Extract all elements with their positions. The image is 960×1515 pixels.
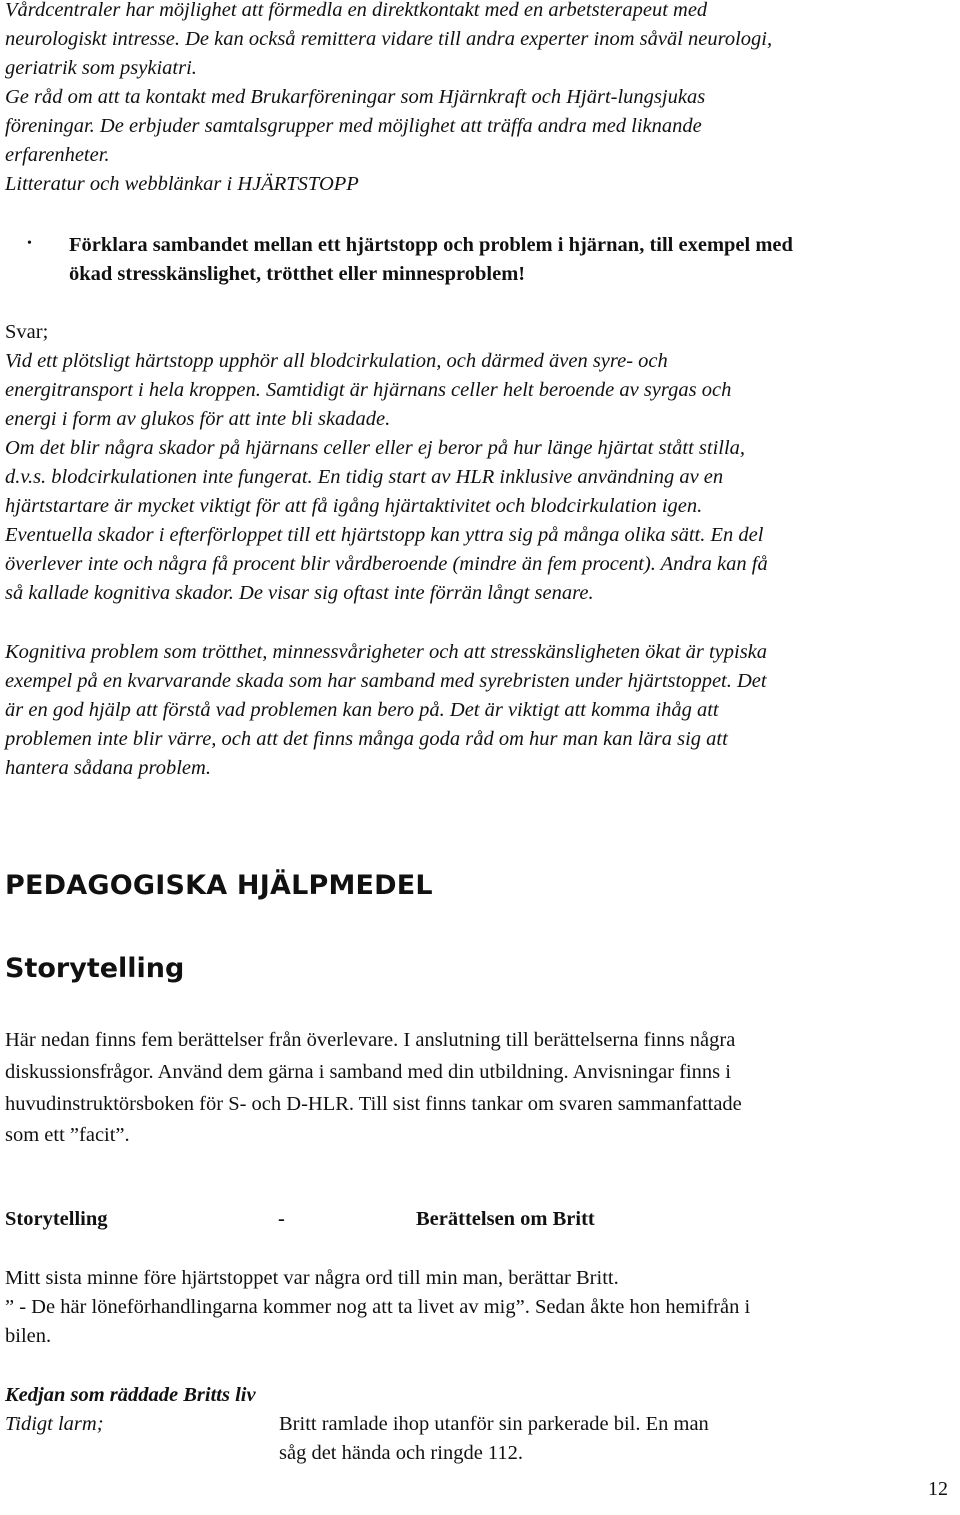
- britt-line: ” - De här löneförhandlingarna kommer nog att ta livet av mig”. Sedan åkte hon hemifrån i: [5, 1296, 751, 1318]
- intro-line: Vårdcentraler har möjlighet att förmedla en direktkontakt med en arbetsterapeut med: [5, 0, 708, 21]
- cognitive-line: exempel på en kvarvarande skada som har samband med syrebristen under hjärtstoppet. Det: [5, 670, 767, 692]
- answer-line: Eventuella skador i efterförloppet till ett hjärtstopp kan yttra sig på många olika sätt. En del: [5, 524, 764, 546]
- answer-line: Om det blir några skador på hjärnans celler eller ej beror på hur länge hjärtat stått stilla,: [5, 437, 746, 459]
- story-intro-line: som ett ”facit”.: [5, 1124, 130, 1146]
- heading-pedagogiska: PEDAGOGISKA HJÄLPMEDEL: [5, 870, 433, 901]
- intro-line: Ge råd om att ta kontakt med Brukarföreningar som Hjärnkraft och Hjärt-lungsjukas: [5, 86, 706, 108]
- cognitive-line: Kognitiva problem som trötthet, minnessvårigheter och att stresskänsligheten ökat är typiska: [5, 641, 768, 663]
- britt-line: bilen.: [5, 1325, 52, 1347]
- story-title-left: Storytelling: [5, 1208, 108, 1230]
- answer-line: hjärtstartare är mycket viktigt för att få igång hjärtaktivitet och blodcirkulation igen.: [5, 495, 703, 517]
- answer-line: så kallade kognitiva skador. De visar sig oftast inte förrän långt senare.: [5, 582, 594, 604]
- story-title-right: Berättelsen om Britt: [416, 1208, 595, 1230]
- question-line: Förklara sambandet mellan ett hjärtstopp och problem i hjärnan, till exempel med: [69, 234, 793, 256]
- literature-link-line: Litteratur och webblänkar i HJÄRTSTOPP: [5, 173, 359, 195]
- story-title-dash: -: [278, 1208, 285, 1230]
- answer-line: Vid ett plötsligt härtstopp upphör all blodcirkulation, och därmed även syre- och: [5, 350, 668, 372]
- answer-line: överlever inte och några få procent blir vårdberoende (mindre än fem procent). Andra kan få: [5, 553, 768, 575]
- bullet-icon: •: [27, 236, 32, 251]
- intro-line: neurologiskt intresse. De kan också remittera vidare till andra experter inom såväl neurologi,: [5, 28, 773, 50]
- question-line: ökad stresskänslighet, trötthet eller minnesproblem!: [69, 263, 526, 285]
- heading-storytelling: Storytelling: [5, 953, 185, 984]
- intro-line: geriatrik som psykiatri.: [5, 57, 197, 79]
- cognitive-line: är en god hjälp att förstå vad problemen kan bero på. Det är viktigt att komma ihåg att: [5, 699, 719, 721]
- chain-item-line: Britt ramlade ihop utanför sin parkerade bil. En man: [279, 1413, 709, 1435]
- cognitive-line: problemen inte blir värre, och att det finns många goda råd om hur man kan lära sig att: [5, 728, 728, 750]
- chain-item-line: såg det hända och ringde 112.: [279, 1442, 524, 1464]
- britt-line: Mitt sista minne före hjärtstoppet var några ord till min man, berättar Britt.: [5, 1267, 619, 1289]
- chain-item-label: Tidigt larm;: [5, 1413, 104, 1435]
- story-intro-line: huvudinstruktörsboken för S- och D-HLR. Till sist finns tankar om svaren sammanfattade: [5, 1093, 742, 1115]
- answer-line: d.v.s. blodcirkulationen inte fungerat. En tidig start av HLR inklusive användning av en: [5, 466, 724, 488]
- page-number: 12: [928, 1478, 948, 1500]
- intro-line: föreningar. De erbjuder samtalsgrupper med möjlighet att träffa andra med liknande: [5, 115, 702, 137]
- chain-heading: Kedjan som räddade Britts liv: [5, 1384, 256, 1406]
- answer-line: energitransport i hela kroppen. Samtidigt är hjärnans celler helt beroende av syrgas och: [5, 379, 732, 401]
- cognitive-line: hantera sådana problem.: [5, 757, 211, 779]
- intro-line: erfarenheter.: [5, 144, 110, 166]
- story-intro-line: Här nedan finns fem berättelser från överlevare. I anslutning till berättelserna finns några: [5, 1029, 736, 1051]
- answer-line: energi i form av glukos för att inte bli skadade.: [5, 408, 391, 430]
- story-intro-line: diskussionsfrågor. Använd dem gärna i samband med din utbildning. Anvisningar finns i: [5, 1061, 731, 1083]
- answer-label: Svar;: [5, 321, 49, 343]
